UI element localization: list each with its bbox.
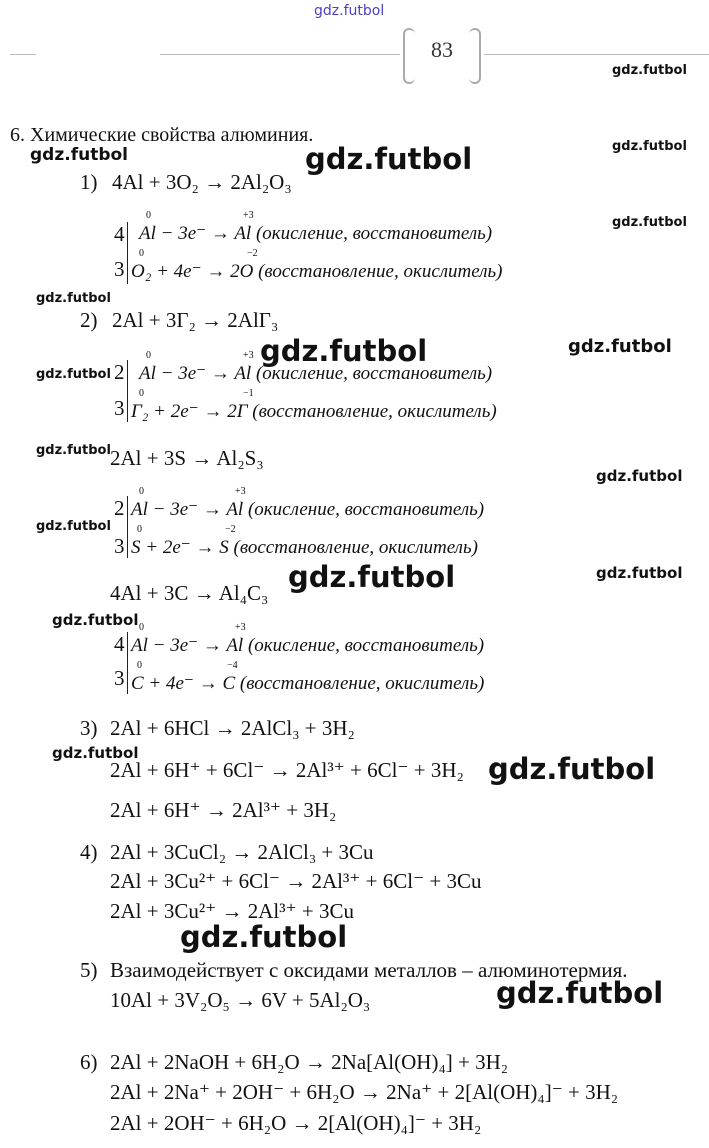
reaction-2-sulfur: 2Al + 3S → Al₂S₃ — [110, 446, 264, 470]
reaction-4-full-ionic: 2Al + 3Cu²⁺ + 6Cl⁻ → 2Al³⁺ + 6Cl⁻ + 3Cu — [110, 869, 482, 893]
ox-state: 0 — [139, 622, 144, 633]
watermark: gdz.futbol — [596, 467, 683, 485]
item-number-4: 4) — [80, 840, 98, 864]
header-rule-right — [484, 54, 709, 55]
ox-state: 0 — [137, 660, 142, 671]
reaction-3-full-ionic: 2Al + 6H⁺ + 6Cl⁻ → 2Al³⁺ + 6Cl⁻ + 3H₂ — [110, 758, 464, 782]
item-number-2: 2) — [80, 308, 98, 332]
item-number-5: 5) — [80, 958, 98, 982]
ox-state: −4 — [227, 660, 238, 671]
ox-state: −2 — [247, 248, 258, 259]
watermark: gdz.futbol — [568, 336, 672, 357]
ox-state: −1 — [243, 388, 254, 399]
task-title: 6. Химические свойства алюминия. — [10, 124, 314, 146]
header-rule-mid — [160, 54, 400, 55]
item-number-3: 3) — [80, 716, 98, 740]
reaction-1: 4Al + 3O₂ → 2Al₂O₃ — [112, 170, 292, 194]
half-reaction-text: Al − 3e⁻ → Al (окисление, восстановитель) — [139, 223, 493, 244]
watermark-top: gdz.futbol — [314, 3, 385, 19]
watermark: gdz.futbol — [36, 519, 111, 534]
half-reaction-text: O₂ + 4e⁻ → 2O (восстановление, окислитель) — [131, 261, 503, 282]
balance-bar — [127, 632, 128, 694]
ox-state: 0 — [137, 524, 142, 535]
half-reaction-text: S + 2e⁻ → S (восстановление, окислитель) — [131, 537, 478, 558]
half-reaction-text: Al − 3e⁻ → Al (окисление, восстановитель) — [139, 363, 493, 384]
item-number-1: 1) — [80, 170, 98, 194]
watermark: gdz.futbol — [496, 976, 664, 1010]
item-number-6: 6) — [80, 1050, 98, 1074]
reaction-4-short-ionic: 2Al + 3Cu²⁺ → 2Al³⁺ + 3Cu — [110, 899, 354, 923]
ox-state: +3 — [243, 210, 254, 221]
half-reaction-text: Al − 3e⁻ → Al (окисление, восстановитель) — [131, 635, 485, 656]
ox-state: +3 — [243, 350, 254, 361]
reaction-2: 2Al + 3Г₂ → 2AlГ₃ — [112, 308, 279, 332]
reaction-6-molecular: 2Al + 2NaOH + 6H₂O → 2Na[Al(OH)₄] + 3H₂ — [110, 1050, 509, 1074]
watermark: gdz.futbol — [288, 560, 456, 594]
ox-state: 0 — [139, 388, 144, 399]
watermark: gdz.futbol — [488, 752, 656, 786]
ox-state: +3 — [235, 622, 246, 633]
balance-coef: 3 — [114, 396, 125, 420]
page-number: 83 — [431, 37, 453, 62]
ox-state: 0 — [146, 350, 151, 361]
ox-state: 0 — [146, 210, 151, 221]
watermark: gdz.futbol — [596, 564, 683, 582]
balance-coef: 2 — [114, 496, 125, 520]
balance-bar — [127, 222, 128, 284]
watermark: gdz.futbol — [180, 920, 348, 954]
reaction-3-short-ionic: 2Al + 6H⁺ → 2Al³⁺ + 3H₂ — [110, 798, 337, 822]
reaction-6-short-ionic: 2Al + 2OH⁻ + 6H₂O → 2[Al(OH)₄]⁻ + 3H₂ — [110, 1111, 482, 1135]
reaction-2-carbon: 4Al + 3C → Al₄C₃ — [110, 581, 269, 605]
watermark: gdz.futbol — [36, 443, 111, 458]
ox-state: −2 — [225, 524, 236, 535]
balance-bar — [127, 496, 128, 558]
reaction-3-molecular: 2Al + 6HCl → 2AlCl₃ + 3H₂ — [110, 716, 355, 740]
ox-state: 0 — [139, 248, 144, 259]
reaction-6-full-ionic: 2Al + 2Na⁺ + 2OH⁻ + 6H₂O → 2Na⁺ + 2[Al(OH)₄]⁻ + 3H₂ — [110, 1080, 619, 1104]
watermark: gdz.futbol — [36, 367, 111, 382]
ox-state: +3 — [235, 486, 246, 497]
ox-state: 0 — [139, 486, 144, 497]
item-5-text: Взаимодействует с оксидами металлов – алюминотермия. — [110, 958, 628, 982]
balance-coef: 3 — [114, 534, 125, 558]
balance-coef: 3 — [114, 666, 125, 690]
watermark: gdz.futbol — [305, 142, 473, 176]
watermark: gdz.futbol — [52, 744, 139, 762]
reaction-5: 10Al + 3V₂O₅ → 6V + 5Al₂O₃ — [110, 988, 371, 1012]
watermark: gdz.futbol — [612, 139, 687, 154]
balance-coef: 2 — [114, 360, 125, 384]
page-number-box — [403, 28, 481, 80]
watermark: gdz.futbol — [36, 291, 111, 306]
balance-coef: 4 — [114, 222, 125, 246]
watermark: gdz.futbol — [612, 215, 687, 230]
watermark: gdz.futbol — [612, 63, 687, 78]
header-rule-left — [10, 54, 36, 55]
half-reaction-text: Al − 3e⁻ → Al (окисление, восстановитель) — [131, 499, 485, 520]
half-reaction-text: C + 4e⁻ → C (восстановление, окислитель) — [131, 673, 485, 694]
watermark: gdz.futbol — [30, 145, 128, 165]
half-reaction-text: Г₂ + 2e⁻ → 2Г (восстановление, окислитель) — [131, 401, 497, 422]
watermark: gdz.futbol — [52, 611, 139, 629]
balance-bar — [127, 360, 128, 422]
watermark: gdz.futbol — [260, 334, 428, 368]
balance-coef: 4 — [114, 632, 125, 656]
balance-coef: 3 — [114, 257, 125, 281]
reaction-4-molecular: 2Al + 3CuCl₂ → 2AlCl₃ + 3Cu — [110, 840, 374, 864]
